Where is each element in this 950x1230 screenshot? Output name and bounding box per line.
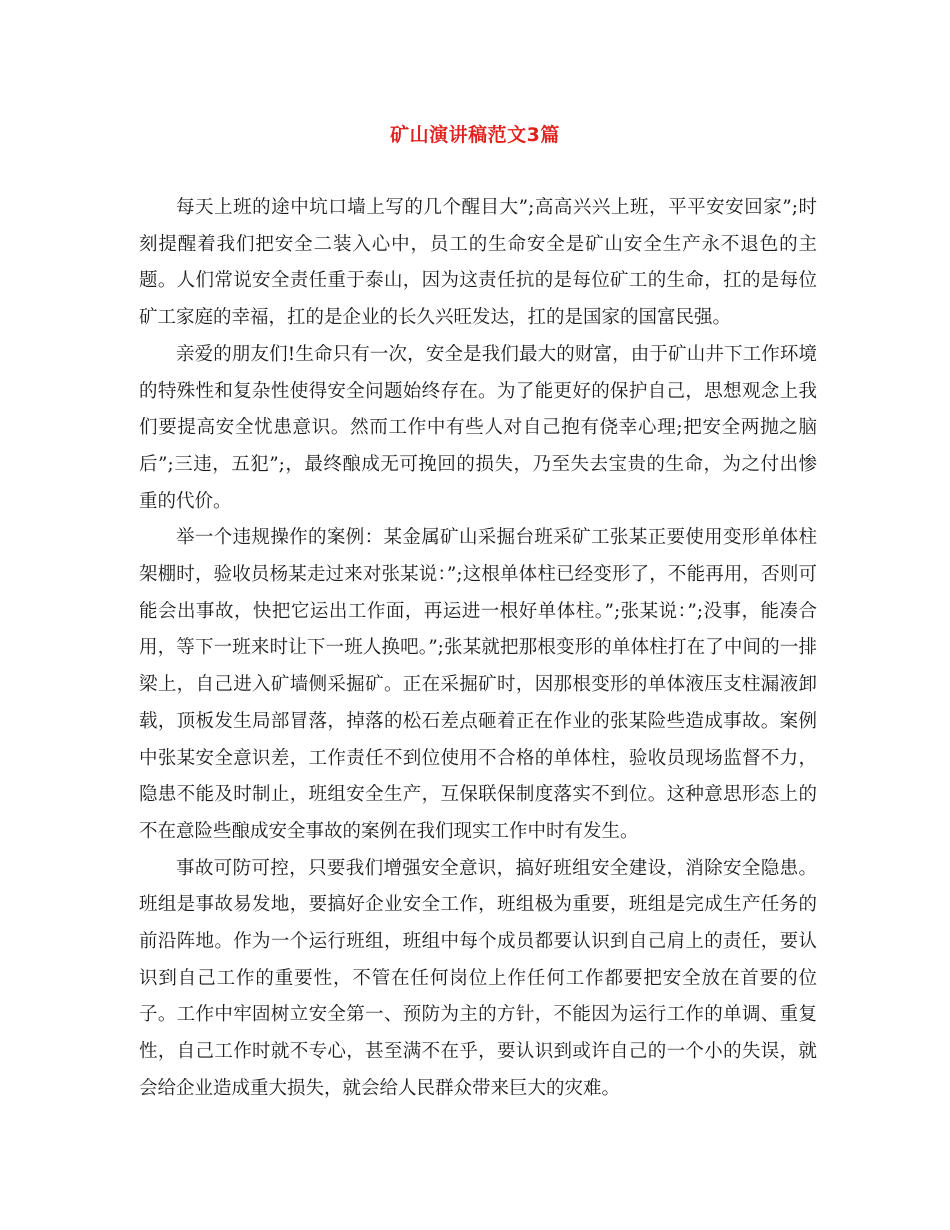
paragraph-1: 每天上班的途中坑口墙上写的几个醒目大”;高高兴兴上班，平平安安回家”;时刻提醒着我们把安全二装入心中，员工的生命安全是矿山安全生产永不退色的主题。人们常说安全责任重于泰山，因为这责任抗的是每位矿工的生命，扛的是每位矿工家庭的幸福，扛的是企业的长久兴旺发达，扛的是国家的国富民强。 — [139, 197, 817, 329]
paragraph-4: 事故可防可控，只要我们增强安全意识，搞好班组安全建设，消除安全隐患。班组是事故易发地，要搞好企业安全工作，班组极为重要，班组是完成生产任务的前沿阵地。作为一个运行班组，班组中每个成员都要认识到自己肩上的责任，要认识到自己工作的重要性，不管在任何岗位上作任何工作都要把安全放在首要的位子。工作中牢固树立安全第一、预防为主的方针，不能因为运行工作的单调、重复性，自己工作时就不专心，甚至满不在乎，要认识到或许自己的一个小的失误，就会给企业造成重大损失，就会给人民群众带来巨大的灾难。 — [139, 857, 817, 1099]
paragraph-2: 亲爱的朋友们!生命只有一次，安全是我们最大的财富，由于矿山井下工作环境的特殊性和复杂性使得安全问题始终存在。为了能更好的保护自己，思想观念上我们要提高安全忧患意识。然而工作中有些人对自己抱有侥幸心理;把安全两抛之脑后”;三违，五犯”;，最终酿成无可挽回的损失，乃至失去宝贵的生命，为之付出惨重的代价。 — [139, 343, 817, 512]
document-title: 矿山演讲稿范文3篇 — [390, 124, 560, 146]
document-body — [139, 190, 817, 1108]
paragraph-3: 举一个违规操作的案例：某金属矿山采掘台班采矿工张某正要使用变形单体柱架棚时，验收员杨某走过来对张某说：”;这根单体柱已经变形了，不能再用，否则可能会出事故，快把它运出工作面，再运进一根好单体柱。”;张某说：”;没事，能凑合用，等下一班来时让下一班人换吧。”;张某就把那根变形的单体柱打在了中间的一排梁上，自己进入矿墙侧采掘矿。正在采掘矿时，因那根变形的单体液压支柱漏液卸载，顶板发生局部冒落，掉落的松石差点砸着正在作业的张某险些造成事故。案例中张某安全意识差，工作责任不到位使用不合格的单体柱，验收员现场监督不力，隐患不能及时制止，班组安全生产，互保联保制度落实不到位。这种意思形态上的不在意险些酿成安全事故的案例在我们现实工作中时有发生。 — [139, 527, 817, 842]
